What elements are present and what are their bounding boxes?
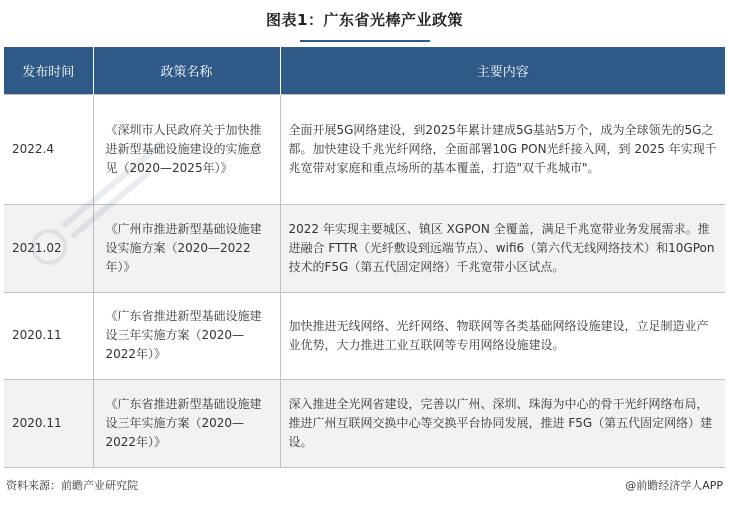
header-date: 发布时间 xyxy=(4,47,93,94)
cell-content: 2022 年实现主要城区、镇区 XGPON 全覆盖，满足千兆宽带业务发展需求。推进融合 FTTR（光纤敷设到远端节点）、wifi6（第六代无线网络技术）和10GPon技术的F5G（第五代固定网络）千兆宽带小区试点。 xyxy=(280,204,725,292)
cell-content: 深入推进全光网省建设，完善以广州、深圳、珠海为中心的骨干光纤网络布局，推进广州互联网交换中心等交换平台协同发展，推进 F5G（第五代固定网络）建设。 xyxy=(280,379,725,467)
title-underline xyxy=(300,40,430,42)
cell-date: 2020.11 xyxy=(4,379,93,467)
header-content: 主要内容 xyxy=(280,47,725,94)
cell-policy-name: 《广东省推进新型基础设施建设三年实施方案（2020—2022年）》 xyxy=(93,379,280,467)
cell-date: 2021.02 xyxy=(4,204,93,292)
cell-policy-name: 《广州市推进新型基础设施建设实施方案（2020—2022年）》 xyxy=(93,204,280,292)
page-title: 图表1：广东省光棒产业政策 xyxy=(266,11,463,29)
table-row xyxy=(4,204,725,292)
table-row xyxy=(4,292,725,379)
cell-policy-name: 《深圳市人民政府关于加快推进新型基础设施建设的实施意见（2020—2025年）》 xyxy=(93,94,280,204)
cell-date: 2022.4 xyxy=(4,94,93,204)
source-note: 资料来源：前瞻产业研究院 xyxy=(6,479,138,492)
brand-credit: @前瞻经济学人APP xyxy=(625,479,723,492)
table-header-row xyxy=(4,47,725,94)
cell-content: 加快推进无线网络、光纤网络、物联网等各类基础网络设施建设，立足制造业产业优势，大力推进工业互联网等专用网络设施建设。 xyxy=(280,292,725,379)
table-row xyxy=(4,379,725,467)
header-policy-name: 政策名称 xyxy=(93,47,280,94)
cell-date: 2020.11 xyxy=(4,292,93,379)
table-row xyxy=(4,94,725,204)
cell-policy-name: 《广东省推进新型基础设施建设三年实施方案（2020—2022年）》 xyxy=(93,292,280,379)
policy-table xyxy=(4,47,725,468)
title-area xyxy=(0,0,729,44)
cell-content: 全面开展5G网络建设，到2025年累计建成5G基站5万个，成为全球领先的5G之都。加快建设千兆光纤网络，全面部署10G PON光纤接入网，到 2025 年实现千兆宽带对家庭和重点场所的基本覆盖，打造"双千兆城市"。 xyxy=(280,94,725,204)
